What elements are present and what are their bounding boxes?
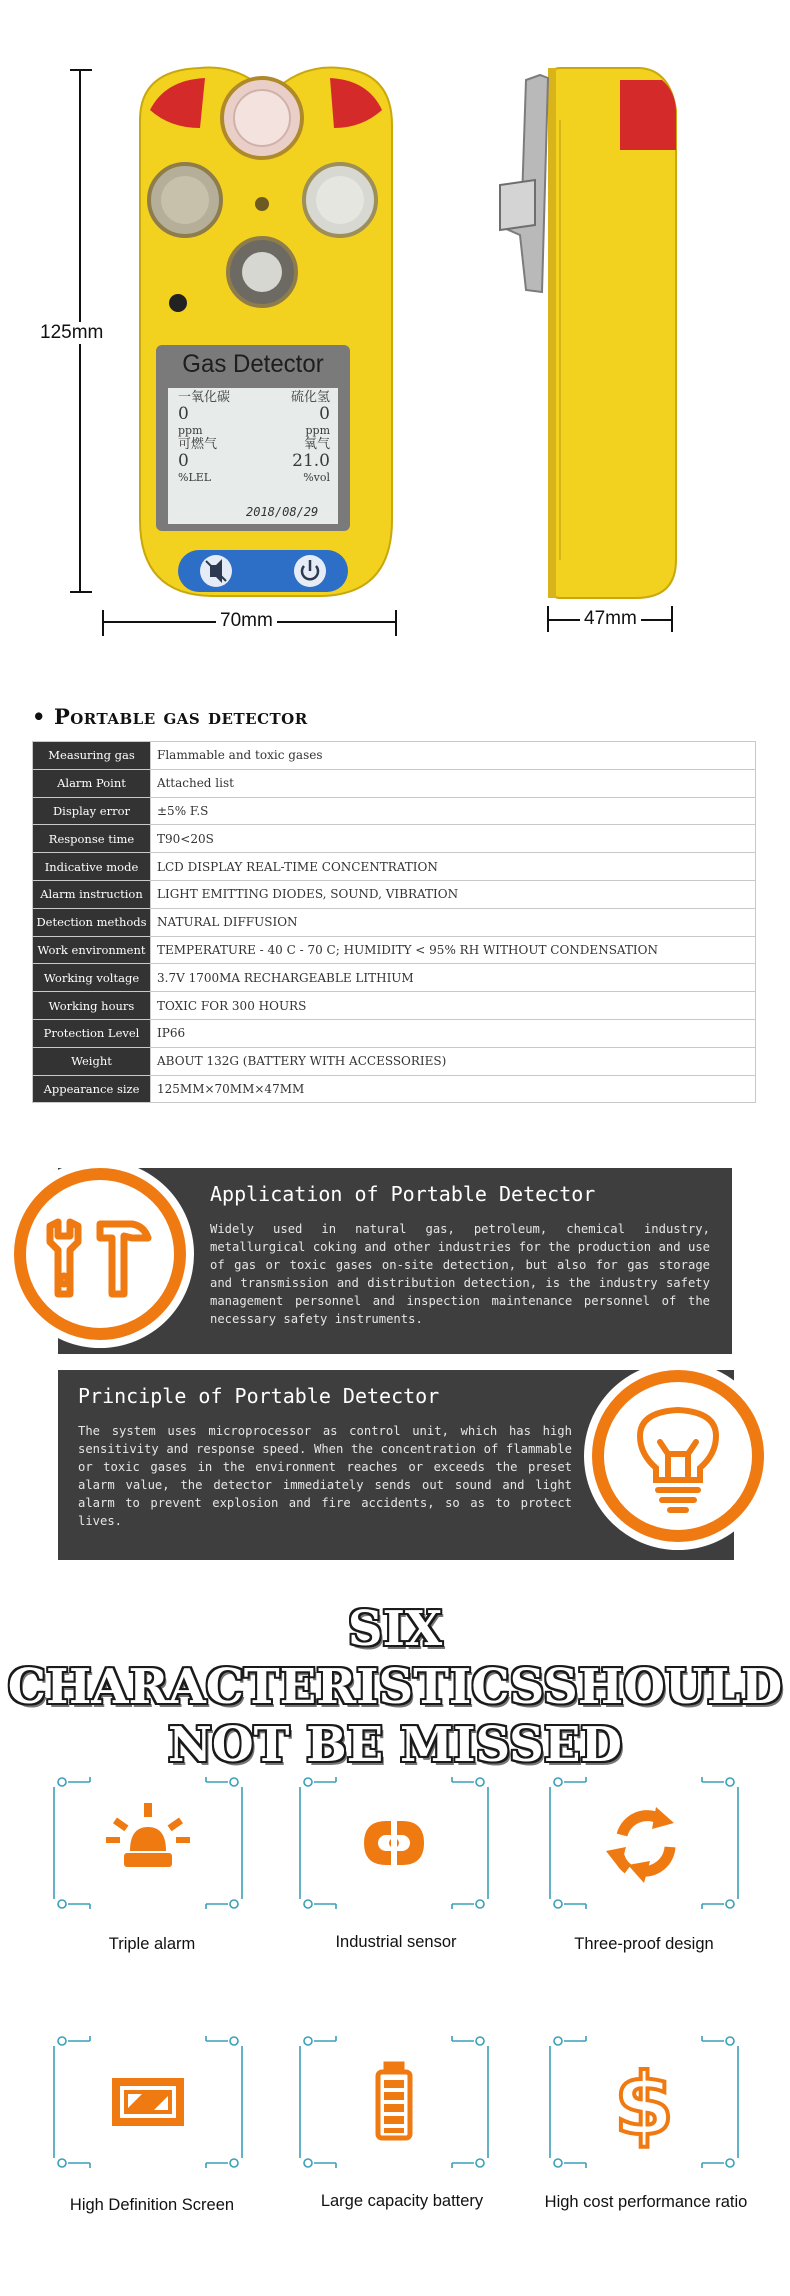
spec-key: Measuring gas	[33, 742, 151, 770]
spec-value: Flammable and toxic gases	[151, 742, 756, 770]
spec-value: IP66	[151, 1019, 756, 1047]
spec-value: Attached list	[151, 769, 756, 797]
battery-icon	[344, 2052, 444, 2152]
dimension-width: 70mm	[216, 610, 277, 632]
lcd-cell: 可燃气	[178, 437, 218, 452]
spec-key: Display error	[33, 797, 151, 825]
spec-row	[33, 853, 756, 881]
spec-value: TOXIC FOR 300 HOURS	[151, 992, 756, 1020]
spec-section-title: • Portable gas detector	[32, 704, 308, 729]
lcd-row	[172, 471, 336, 484]
spec-row	[33, 908, 756, 936]
spec-value: T90<20S	[151, 825, 756, 853]
spec-key: Alarm instruction	[33, 880, 151, 908]
spec-key: Response time	[33, 825, 151, 853]
feature-card	[546, 2034, 742, 2170]
feature-label: Industrial sensor	[335, 1933, 457, 1951]
sensor-icon	[344, 1793, 444, 1893]
spec-value: 3.7V 1700MA RECHARGEABLE LITHIUM	[151, 964, 756, 992]
alarm-light-icon	[98, 1793, 198, 1893]
spec-row	[33, 964, 756, 992]
spec-value: ABOUT 132G (BATTERY WITH ACCESSORIES)	[151, 1047, 756, 1075]
spec-key: Protection Level	[33, 1019, 151, 1047]
spec-row	[33, 797, 756, 825]
spec-value: 125MM×70MM×47MM	[151, 1075, 756, 1103]
application-title: Application of Portable Detector	[210, 1182, 596, 1206]
lcd-row	[172, 452, 336, 471]
spec-row	[33, 1019, 756, 1047]
feature-card	[50, 1775, 246, 1911]
lcd-cell: 氧气	[303, 437, 330, 452]
principle-icon-badge	[578, 1356, 778, 1560]
feature-card	[296, 1775, 492, 1911]
lcd-readout	[172, 390, 336, 484]
application-icon-badge	[0, 1154, 200, 1358]
feature-label: Large capacity battery	[320, 2192, 484, 2210]
screen-icon	[98, 2052, 198, 2152]
dimension-depth: 47mm	[580, 608, 641, 630]
spec-key: Weight	[33, 1047, 151, 1075]
spec-value: ±5% F.S	[151, 797, 756, 825]
spec-key: Appearance size	[33, 1075, 151, 1103]
spec-row	[33, 742, 756, 770]
lcd-row	[172, 390, 336, 405]
spec-row	[33, 769, 756, 797]
dimension-height: 125mm	[36, 322, 107, 344]
spec-key: Detection methods	[33, 908, 151, 936]
lcd-cell: 硫化氢	[290, 390, 330, 405]
device-screen-title: Gas Detector	[182, 350, 324, 378]
lcd-cell: 0	[178, 451, 189, 471]
principle-body: The system uses microprocessor as control unit, which has high sensitivity and response speed. When the concentration of flammable or toxic gases in the environment reaches or exceeds the preset alarm value, the detector immediately sends out sound and light alarm to prevent explosion and fire accidents, so as to protect lives.	[78, 1424, 572, 1528]
product-illustration	[0, 0, 790, 660]
application-body: Widely used in natural gas, petroleum, chemical industry, metallurgical coking and other industries for the production and use of gas or toxic gases on-site detection, but also for gas storage and transmission and distribution detection, is the industry safety management personnel and inspection maintenance personnel of the necessary safety instruments.	[210, 1222, 710, 1326]
characteristics-title: SIX CHARACTERISTICSSHOULD NOT BE MISSED	[7, 1601, 783, 1773]
lcd-date: 2018/08/29	[246, 505, 319, 519]
spec-key: Alarm Point	[33, 769, 151, 797]
principle-title: Principle of Portable Detector	[78, 1384, 440, 1408]
feature-label: Three-proof design	[574, 1935, 714, 1953]
spec-row	[33, 825, 756, 853]
spec-row	[33, 936, 756, 964]
feature-card	[546, 1775, 742, 1911]
lcd-cell: 21.0	[292, 451, 330, 471]
recycle-arrows-icon	[594, 1793, 694, 1893]
spec-key: Working hours	[33, 992, 151, 1020]
lcd-cell: 0	[319, 404, 330, 424]
feature-label: High Definition Screen	[69, 2196, 235, 2214]
gas-detector-drawing	[0, 0, 790, 660]
lcd-cell: %LEL	[178, 471, 212, 484]
spec-value: LIGHT EMITTING DIODES, SOUND, VIBRATION	[151, 880, 756, 908]
lcd-row	[172, 437, 336, 452]
spec-row	[33, 880, 756, 908]
feature-card	[50, 2034, 246, 2170]
lcd-cell: ppm	[178, 424, 203, 437]
feature-card	[296, 2034, 492, 2170]
spec-key: Work environment	[33, 936, 151, 964]
spec-value: LCD DISPLAY REAL-TIME CONCENTRATION	[151, 853, 756, 881]
lcd-row	[172, 424, 336, 437]
feature-label: High cost performance ratio	[544, 2193, 748, 2211]
spec-value: TEMPERATURE - 40 C - 70 C; HUMIDITY < 95% RH WITHOUT CONDENSATION	[151, 936, 756, 964]
feature-label: Triple alarm	[108, 1935, 196, 1953]
lcd-cell: %vol	[303, 471, 330, 484]
lcd-row	[172, 405, 336, 424]
spec-row	[33, 1047, 756, 1075]
spec-value: NATURAL DIFFUSION	[151, 908, 756, 936]
spec-table	[32, 741, 756, 1103]
lcd-cell: ppm	[305, 424, 330, 437]
lcd-cell: 0	[178, 404, 189, 424]
spec-row	[33, 1075, 756, 1103]
svg-text:$: $	[614, 2055, 674, 2152]
spec-key: Indicative mode	[33, 853, 151, 881]
lcd-cell: 一氧化碳	[178, 390, 231, 405]
spec-key: Working voltage	[33, 964, 151, 992]
spec-row	[33, 992, 756, 1020]
dollar-icon	[594, 2052, 694, 2152]
